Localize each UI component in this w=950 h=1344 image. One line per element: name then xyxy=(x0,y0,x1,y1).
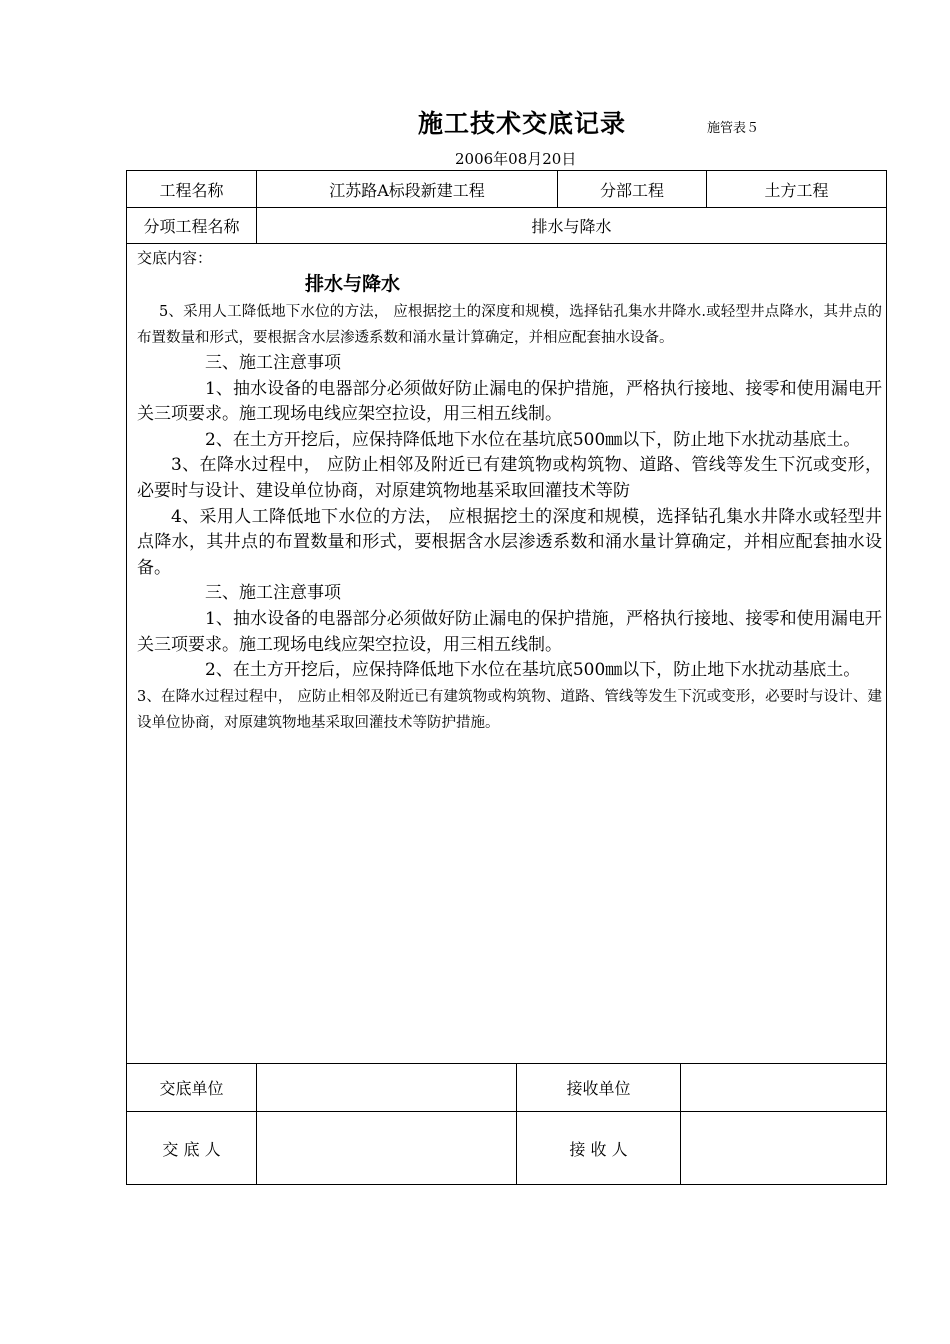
content-label: 交底内容： xyxy=(137,249,213,267)
project-name-label: 工程名称 xyxy=(159,180,224,200)
paragraph: 1、抽水设备的电器部分必须做好防止漏电的保护措施，严格执行接地、接零和使用漏电开关三项要求。施工现场电线应架空拉设，用三相五线制。 xyxy=(137,378,882,425)
issuer-label: 交 底 人 xyxy=(162,1140,221,1159)
content-title: 排水与降水 xyxy=(305,273,401,295)
paragraph: 三、施工注意事项 xyxy=(205,583,341,604)
paragraph: 3、在降水过程中， 应防止相邻及附近已有建筑物或构筑物、道路、管线等发生下沉或变形，必要时与设计、建设单位协商，对原建筑物地基采取回灌技术等防 xyxy=(137,455,882,501)
subitem-label: 分项工程名称 xyxy=(143,217,240,236)
receiving-unit-value xyxy=(681,1064,886,1111)
issuer-value xyxy=(257,1112,516,1185)
paragraph: 5、采用人工降低地下水位的方法， 应根据挖土的深度和规模，选择钻孔集水井降水.或轻型井点降水，其井点的布置数量和形式，要根据含水层渗透系数和涌水量计算确定，并相应配套抽水设备。 xyxy=(137,304,882,346)
issuing-unit-label: 交底单位 xyxy=(159,1079,224,1098)
paragraph: 4、采用人工降低地下水位的方法， 应根据挖土的深度和规模，选择钻孔集水井降水或轻型井点降水，其井点的布置数量和形式，要根据含水层渗透系数和涌水量计算确定，并相应配套抽水设备。 xyxy=(137,506,882,578)
receiver-label: 接 收 人 xyxy=(569,1140,628,1159)
receiver-value xyxy=(681,1112,886,1185)
paragraph: 2、在土方开挖后，应保持降低地下水位在基坑底500㎜以下，防止地下水扰动基底土。 xyxy=(205,660,861,681)
subitem-value: 排水与降水 xyxy=(531,217,612,236)
disclosure-content xyxy=(137,247,882,736)
content-paragraphs xyxy=(137,299,882,736)
document-title: 施工技术交底记录 xyxy=(418,109,627,138)
form-number: 施管表５ xyxy=(707,121,760,136)
record-date: 2006年08月20日 xyxy=(455,150,577,168)
record-table xyxy=(126,170,887,1185)
issuing-unit-value xyxy=(257,1064,516,1111)
paragraph: 三、施工注意事项 xyxy=(205,353,341,373)
division-value: 土方工程 xyxy=(764,180,829,200)
row-divider xyxy=(127,243,886,244)
paragraph: 1、抽水设备的电器部分必须做好防止漏电的保护措施，严格执行接地、接零和使用漏电开关三项要求。施工现场电线应架空拉设，用三相五线制。 xyxy=(137,608,882,655)
receiving-unit-label: 接收单位 xyxy=(566,1079,631,1098)
division-label: 分部工程 xyxy=(599,180,664,200)
paragraph: 2、在土方开挖后，应保持降低地下水位在基坑底500㎜以下，防止地下水扰动基底土。 xyxy=(205,429,861,450)
paragraph: 3、在降水过程过程中， 应防止相邻及附近已有建筑物或构筑物、道路、管线等发生下沉或变形，必要时与设计、建设单位协商，对原建筑物地基采取回灌技术等防护措施。 xyxy=(137,688,882,731)
project-name-value: 江苏路A标段新建工程 xyxy=(329,180,485,200)
